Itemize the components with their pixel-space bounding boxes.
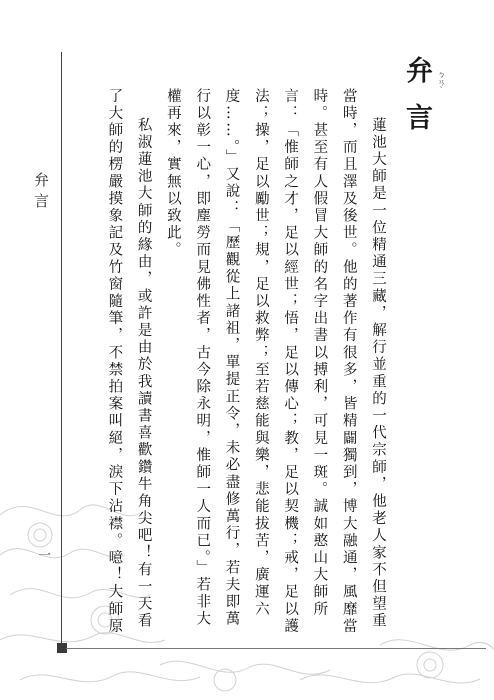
running-head: 弁言	[32, 172, 50, 214]
bottom-rule	[66, 648, 486, 649]
page-number: 一	[35, 548, 50, 561]
paragraph: 私淑蓮池大師的緣由，或許是由於我讀書喜歡鑽牛角尖吧！有一天看了大師的楞嚴摸象記及竹窗隨筆，不禁拍案叫絕，淚下沾襟。噫！大師原	[106, 88, 152, 636]
chapter-title-ruby: ㄅㄢˋ	[437, 70, 446, 95]
chapter-title-text: 弁言	[401, 56, 432, 150]
body-text	[92, 88, 392, 636]
margin-rule	[61, 52, 62, 650]
chapter-title	[398, 56, 458, 166]
paragraph: 蓮池大師是一位精通三藏，解行並重的一代宗師，他老人家不但望重當時，而且澤及後世。他的著作有很多，皆精闢獨到，博大融通，風靡當時。甚至有人假冒大師的名字出書以搏利，可見一斑。誠如憨山大師所言：「惟師之才，足以經世；悟，足以傳心；教，足以契機；戒，足以護法；操，足以勵世；規，足以救弊；至若慈能與樂，悲能拔苦，廣運六度……。」又說：「歷觀從上諸祖，單提正令，未必盡修萬行，若夫即萬行以彰一心，即塵勞而見佛性者，古今除永明，惟師一人而已。」若非大權再來，實無以致此。	[164, 88, 386, 636]
